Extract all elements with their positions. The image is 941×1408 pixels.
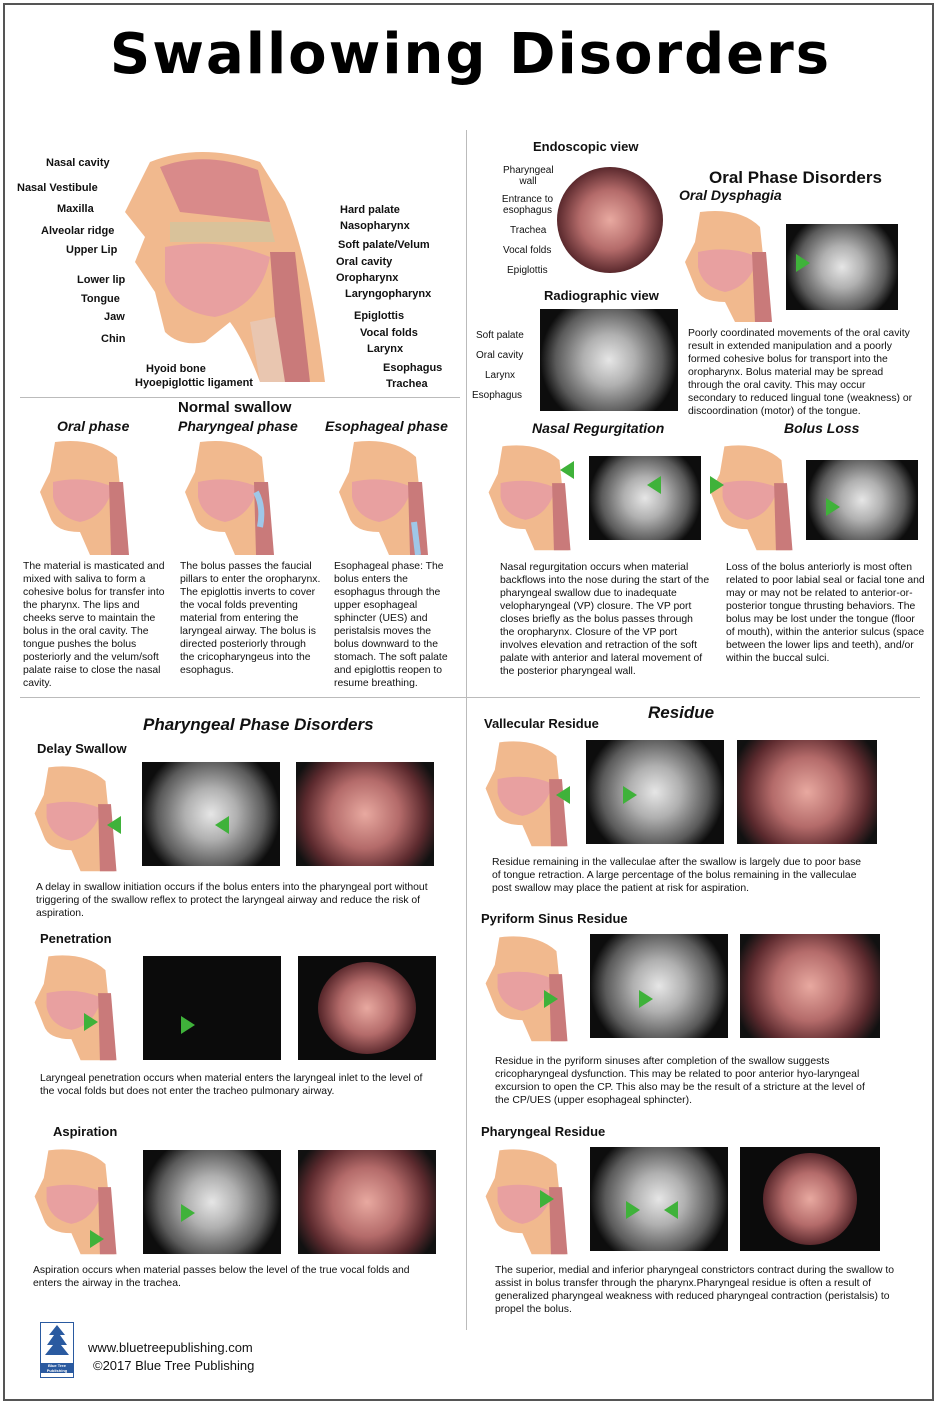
label-hyoepiglottic-ligament: Hyoepiglottic ligament [135,377,253,389]
label-hard-palate: Hard palate [340,204,400,216]
delay-swallow-xray [142,762,280,866]
aspiration-illustration [30,1141,122,1259]
divider-anatomy [20,397,460,398]
pharyngeal-residue-illustration [481,1141,573,1259]
bolus-loss-illustration [706,437,798,555]
penetration-illustration [30,948,122,1064]
label-vocal-folds-endo: Vocal folds [503,245,552,256]
pharyngeal-phase-illustration [180,437,280,555]
green-arrow-icon [626,1201,640,1219]
label-nasal-vestibule: Nasal Vestibule [17,182,98,194]
nasal-regurgitation-xray [589,456,701,540]
nasal-regurgitation-illustration [484,437,576,555]
blue-tree-logo [40,1322,74,1378]
label-alveolar-ridge: Alveolar ridge [41,225,115,237]
pharyngeal-residue-text: The superior, medial and inferior pharyngeal constrictors contract during the swallow to assist in bolus transfer through the pharynx.Pharyngeal residue is often a result of generalized pharyngeal weakness with reduced pharyngeal contraction (peristalsis) to propel the bolus. [495,1265,895,1315]
pyriform-residue-endoscopy [740,934,880,1038]
green-arrow-icon [826,498,840,516]
label-epiglottis-endo: Epiglottis [507,265,548,276]
green-arrow-icon [623,786,637,804]
label-chin: Chin [101,333,126,345]
label-epiglottis: Epiglottis [354,310,405,322]
esophageal-phase-illustration [334,437,434,555]
endoscopic-image [557,167,663,273]
label-oral-cavity-xray: Oral cavity [476,350,524,361]
label-vocal-folds: Vocal folds [360,327,418,339]
label-maxilla: Maxilla [57,203,94,215]
oral-disorders-subtitle: Oral Dysphagia [679,187,782,203]
green-arrow-icon [710,476,724,494]
aspiration-text: Aspiration occurs when material passes below the level of the true vocal folds and enters the airway in the trachea. [33,1265,410,1289]
pharyngeal-residue-endoscopy [763,1153,857,1245]
radiographic-image [540,309,678,411]
label-entrance-esophagus: Entrance to esophagus [501,194,554,216]
label-esophagus-xray: Esophagus [472,390,523,401]
pyriform-residue-text: Residue in the pyriform sinuses after completion of the swallow suggests cricopharyngeal dysfunction. This may be related to poor anterior hyo-laryngeal excursion to open the CP. This also may be the result of a stricture at the level of the CP/UES (upper esophageal sphincter). [495,1056,865,1106]
label-trachea: Trachea [386,378,428,390]
label-larynx: Larynx [367,343,404,355]
delay-swallow-text: A delay in swallow initiation occurs if the bolus enters into the pharyngeal port without triggering of the swallow reflex to protect the laryngeal airway and reduce the risk of aspiration. [36,882,428,919]
delay-swallow-endoscopy [296,762,434,866]
endoscopic-title: Endoscopic view [533,139,639,154]
label-esophagus: Esophagus [383,362,443,374]
label-pharyngeal-wall: Pharyngeal wall [503,165,554,187]
green-arrow-icon [664,1201,678,1219]
pharyngeal-residue-title: Pharyngeal Residue [481,1124,606,1139]
green-arrow-icon [639,990,653,1008]
oral-phase-illustration [35,437,135,555]
aspiration-endoscopy [298,1150,436,1254]
green-arrow-icon [540,1190,554,1208]
green-arrow-icon [107,816,121,834]
label-upper-lip: Upper Lip [66,244,118,256]
pyriform-residue-xray [590,934,728,1038]
oral-disorders-text: Poorly coordinated movements of the oral cavity result in extended manipulation and a poorly formed cohesive bolus for transport into the oropharynx. Bolus material may be spread through the oral cavity. This may occur secondary to reduced lingual tone (weakness) or discoordination (motor) of the tongue. [688,328,913,417]
label-oropharynx: Oropharynx [336,272,399,284]
vallecular-residue-title: Vallecular Residue [484,716,599,731]
oral-disorder-illustration [680,207,776,322]
bolus-loss-xray [806,460,918,540]
anatomy-illustration [110,142,350,382]
label-tongue: Tongue [81,293,120,305]
bolus-loss-title: Bolus Loss [784,420,860,436]
pyriform-residue-title: Pyriform Sinus Residue [481,911,628,926]
poster-title: Swallowing Disorders [109,22,832,87]
divider-middle [20,697,920,698]
label-laryngopharynx: Laryngopharynx [345,288,432,300]
aspiration-xray [143,1150,281,1254]
label-trachea-endo: Trachea [510,225,547,236]
label-soft-palate-xray: Soft palate [476,330,524,341]
nasal-regurgitation-text: Nasal regurgitation occurs when material backflows into the nose during the start of the pharyngeal swallow due to inadequate velopharyngeal (VP) closure. The VP port closes briefly as the bolus passes through the oropharynx. Closure of the VP port involves elevation and retraction of the soft palate with anterior and lateral movement of the posterior pharyngeal wall. [500,562,710,677]
vallecular-residue-text: Residue remaining in the valleculae after the swallow is largely due to poor base of tongue retraction. A large percentage of the bolus remaining in the valleculae post swallow may place the patient at risk for aspiration. [492,857,862,894]
bolus-loss-text: Loss of the bolus anteriorly is most often related to poor labial seal or facial tone and may or may not be related to anterior-or-posterior tongue thrusting behaviors. The bolus may be lost under the tongue (floor of mouth), within the anterior sulcus (space between the lower lips and teeth), and/or within the buccal sulci. [726,562,925,664]
logo-text: Blue Tree Publishing [41,1363,73,1373]
esophageal-phase-text: Esophageal phase: The bolus enters the esophagus through the upper esophageal sphincter (UES) and peristalsis moves the bolus downward to the stomach. The soft palate and epiglottis reopen to resume breathing. [334,561,448,689]
pyriform-residue-illustration [481,929,573,1045]
aspiration-title: Aspiration [53,1124,118,1139]
label-hyoid-bone: Hyoid bone [146,363,206,375]
green-arrow-icon [647,476,661,494]
oral-phase-text: The material is masticated and mixed with saliva to form a cohesive bolus for transfer into the pharynx. The lips and cheeks serve to maintain the bolus in the oral cavity. The tongue pushes the bolus posteriorly and the velum/soft palate raise to close the nasal cavity. [23,561,165,689]
green-arrow-icon [556,786,570,804]
penetration-endoscopy [318,962,416,1054]
label-nasopharynx: Nasopharynx [340,220,410,232]
green-arrow-icon [560,461,574,479]
penetration-title: Penetration [40,931,112,946]
label-soft-palate: Soft palate/Velum [338,239,430,251]
esophageal-phase-title: Esophageal phase [325,418,448,434]
green-arrow-icon [181,1016,195,1034]
center-divider [466,130,467,1330]
residue-title: Residue [648,703,715,722]
nasal-regurgitation-title: Nasal Regurgitation [532,420,665,436]
pharyngeal-phase-text: The bolus passes the faucial pillars to enter the oropharynx. The epiglottis inverts to cover the vocal folds preventing material from entering the laryngeal airway. The bolus is directed posteriorly through the cricopharyngeus into the esophagus. [180,561,321,676]
green-arrow-icon [544,990,558,1008]
label-oral-cavity: Oral cavity [336,256,393,268]
penetration-xray [143,956,281,1060]
label-nasal-cavity: Nasal cavity [46,157,110,169]
pharyngeal-disorders-title: Pharyngeal Phase Disorders [143,715,374,734]
green-arrow-icon [796,254,810,272]
oral-phase-title: Oral phase [57,418,130,434]
label-larynx-xray: Larynx [485,370,516,381]
radiographic-title: Radiographic view [544,288,659,303]
green-arrow-icon [181,1204,195,1222]
penetration-text: Laryngeal penetration occurs when material enters the laryngeal inlet to the level of the vocal folds but does not enter the tracheo pulmonary airway. [40,1073,423,1097]
vallecular-residue-xray [586,740,724,844]
green-arrow-icon [84,1013,98,1031]
footer-url[interactable]: www.bluetreepublishing.com [88,1340,253,1355]
green-arrow-icon [215,816,229,834]
footer-copyright: ©2017 Blue Tree Publishing [93,1358,255,1373]
normal-swallow-title: Normal swallow [178,399,292,416]
label-jaw: Jaw [104,311,125,323]
green-arrow-icon [90,1230,104,1248]
pharyngeal-phase-title: Pharyngeal phase [178,418,298,434]
vallecular-residue-endoscopy [737,740,877,844]
label-lower-lip: Lower lip [77,274,126,286]
pharyngeal-residue-xray [590,1147,728,1251]
oral-disorders-title: Oral Phase Disorders [709,168,882,187]
delay-swallow-title: Delay Swallow [37,741,127,756]
